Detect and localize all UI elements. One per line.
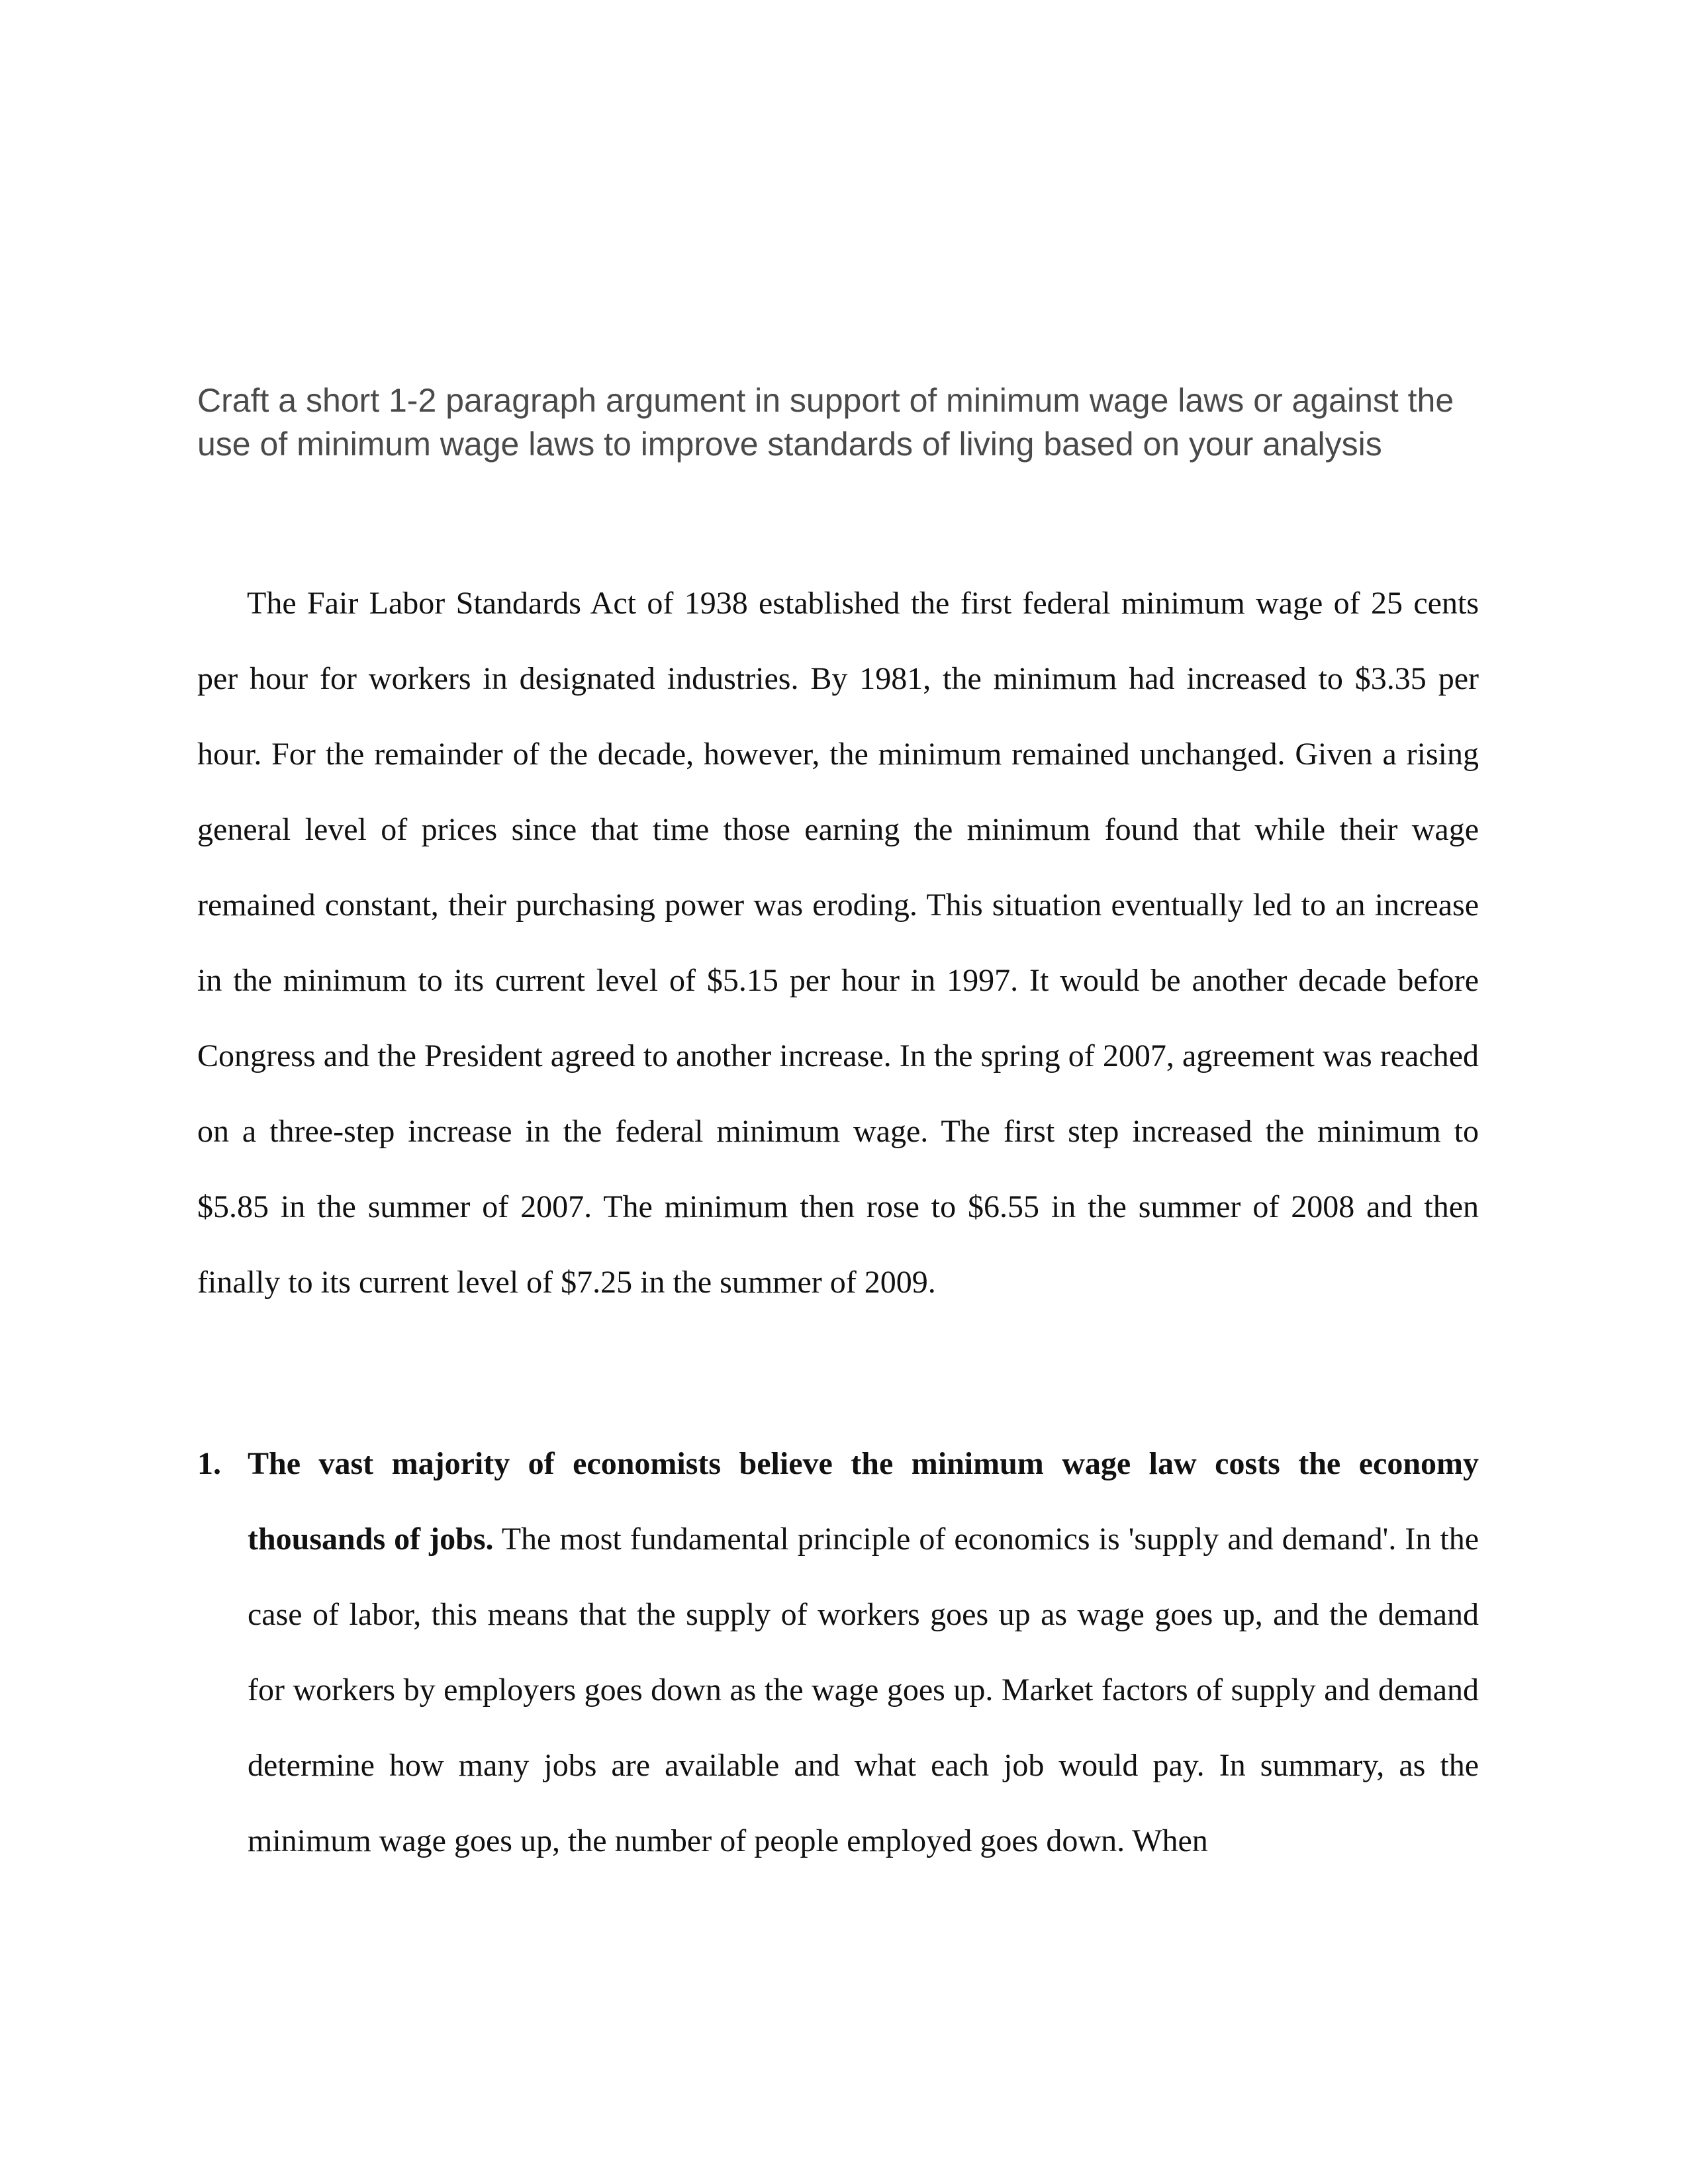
list-item bbox=[197, 1426, 1479, 1879]
list-number: 1. bbox=[197, 1446, 221, 1481]
assignment-prompt: Craft a short 1-2 paragraph argument in support of minimum wage laws or against the use of minimum wage laws to improve standards of living based on your analysis bbox=[197, 382, 1454, 463]
argument-list bbox=[197, 1426, 1479, 1879]
point-heading: The vast majority of economists believe the minimum wage law costs the economy thousands of jobs. bbox=[248, 1446, 1479, 1557]
point-body: The most fundamental principle of economics is 'supply and demand'. In the case of labor, this means that the supply of workers goes up as wage goes up, and the demand for workers by employers goes down as the wage goes up. Market factors of supply and demand determine how many jobs are available and what each job would pay. In summary, as the minimum wage goes up, the number of people employed goes down. When bbox=[248, 1522, 1479, 1858]
intro-paragraph: The Fair Labor Standards Act of 1938 established the first federal minimum wage of 25 cents per hour for workers in designated industries. By 1981, the minimum had increased to $3.35 per hour. For the remainder of the decade, however, the minimum remained unchanged. Given a rising general level of prices since that time those earning the minimum found that while their wage remained constant, their purchasing power was eroding. This situation eventually led to an increase in the minimum to its current level of $5.15 per hour in 1997. It would be another decade before Congress and the President agreed to another increase. In the spring of 2007, agreement was reached on a three-step increase in the federal minimum wage. The first step increased the minimum to $5.85 in the summer of 2007. The minimum then rose to $6.55 in the summer of 2008 and then finally to its current level of $7.25 in the summer of 2009. bbox=[197, 586, 1479, 1300]
